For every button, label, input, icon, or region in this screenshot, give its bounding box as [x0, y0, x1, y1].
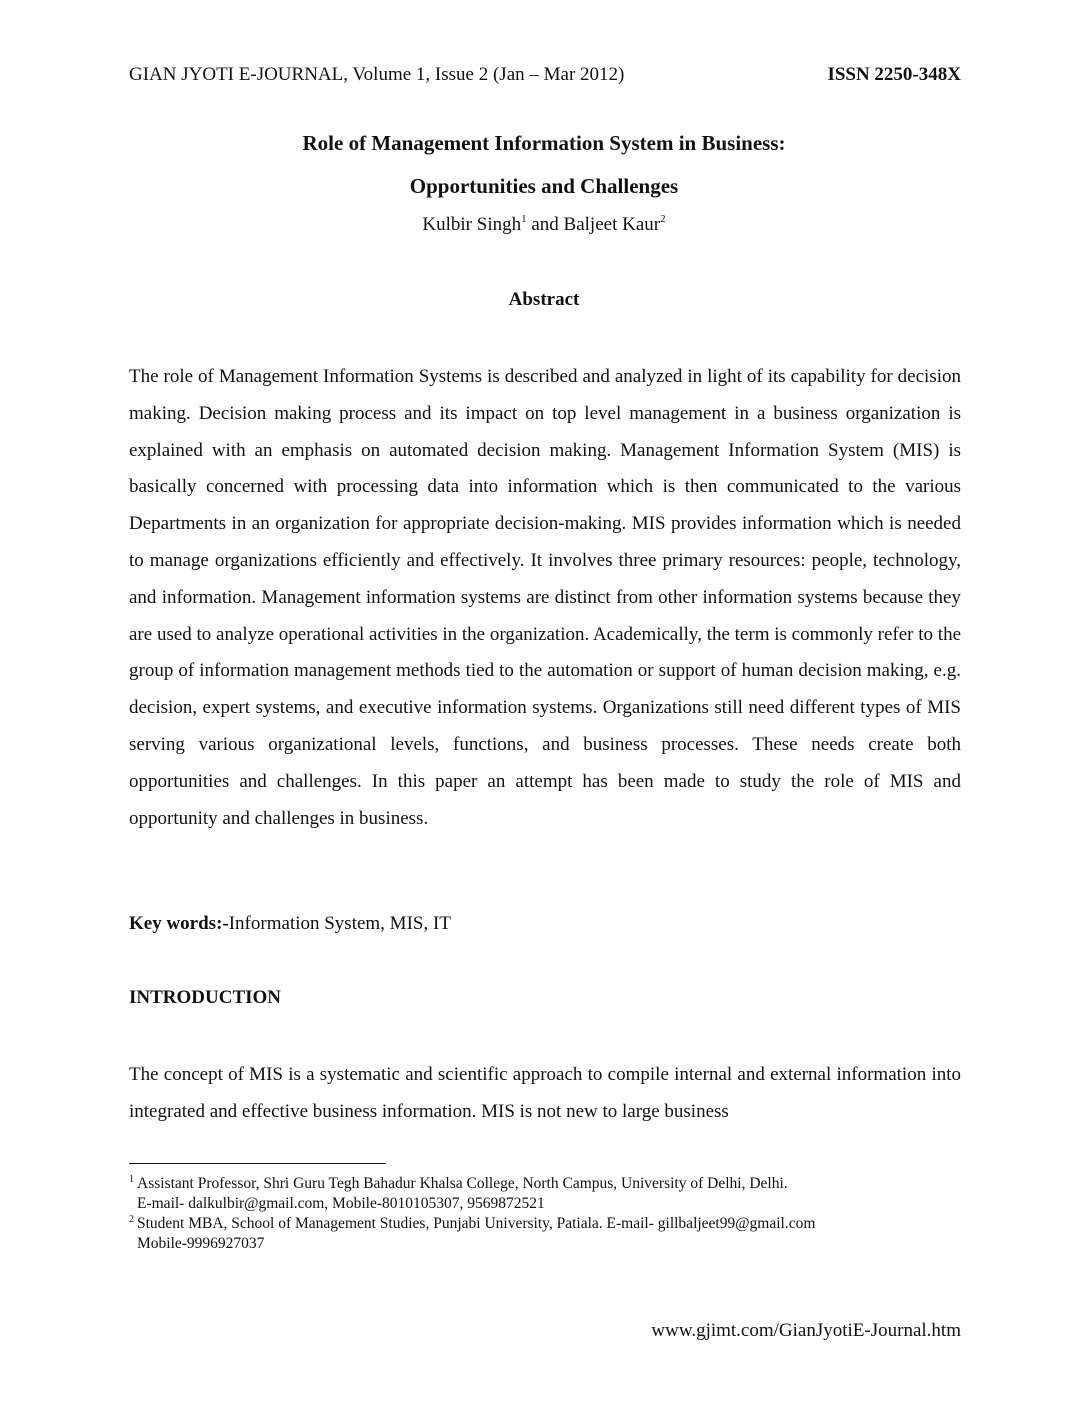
- footnote-text: Assistant Professor, Shri Guru Tegh Bahadur Khalsa College, North Campus, University of Delhi, Delhi.: [137, 1175, 788, 1192]
- footnote-item: [129, 1174, 961, 1214]
- keywords-value: Information System, MIS, IT: [228, 913, 451, 934]
- paper-title-line-1: Role of Management Information System in Business:: [302, 131, 786, 155]
- abstract-text: The role of Management Information Systems is described and analyzed in light of its capability for decision making. Decision making process and its impact on top level management in a business organization is explained with an emphasis on automated decision making. Management Information System (MIS) is basically concerned with processing data into information which is then communicated to the various Departments in an organization for appropriate decision-making. MIS provides information which is needed to manage organizations efficiently and effectively. It involves three primary resources: people, technology, and information. Management information systems are distinct from other information systems because they are used to analyze operational activities in the organization. Academically, the term is commonly refer to the group of information management methods tied to the automation or support of human decision making, e.g. decision, expert systems, and executive information systems. Organizations still need different types of MIS serving various organizational levels, functions, and business processes. These needs create both opportunities and challenges. In this paper an attempt has been made to study the role of MIS and opportunity and challenges in business.: [129, 366, 962, 829]
- footnote-marker: 2: [660, 213, 666, 225]
- footnote-marker: 1: [521, 213, 527, 225]
- keywords-line: [129, 910, 451, 938]
- paper-title-line-2: Opportunities and Challenges: [409, 174, 679, 198]
- keywords-label: Key words:-: [129, 913, 229, 934]
- footnote-text: E-mail- dalkulbir@gmail.com, Mobile-8010105307, 9569872521: [137, 1195, 545, 1212]
- introduction-text: The concept of MIS is a systematic and scientific approach to compile internal and external information into integrated and effective business information. MIS is not new to large business: [129, 1064, 961, 1122]
- footer-url: www.gjimt.com/GianJyotiE-Journal.htm: [651, 1320, 961, 1341]
- abstract-heading: Abstract: [508, 289, 580, 310]
- footnotes: [129, 1174, 961, 1254]
- author-list: [0, 212, 1088, 238]
- running-header: [129, 62, 961, 88]
- section-heading-introduction: INTRODUCTION: [129, 987, 282, 1008]
- footnote-separator: [129, 1163, 386, 1164]
- author-name: Baljeet Kaur: [563, 214, 661, 235]
- footnote-item: [129, 1214, 961, 1254]
- footnote-marker: 2: [129, 1214, 134, 1225]
- journal-citation: GIAN JYOTI E-JOURNAL, Volume 1, Issue 2 (Jan – Mar 2012): [129, 64, 625, 85]
- footnote-marker: 1: [129, 1174, 134, 1185]
- footnote-text: Mobile-9996927037: [137, 1235, 265, 1252]
- author-joiner: and: [526, 214, 564, 235]
- footnote-text: Student MBA, School of Management Studies, Punjabi University, Patiala. E-mail- gillbaljeet99@gmail.com: [137, 1215, 816, 1232]
- issn-number: ISSN 2250-348X: [827, 64, 961, 85]
- author-name: Kulbir Singh: [422, 214, 522, 235]
